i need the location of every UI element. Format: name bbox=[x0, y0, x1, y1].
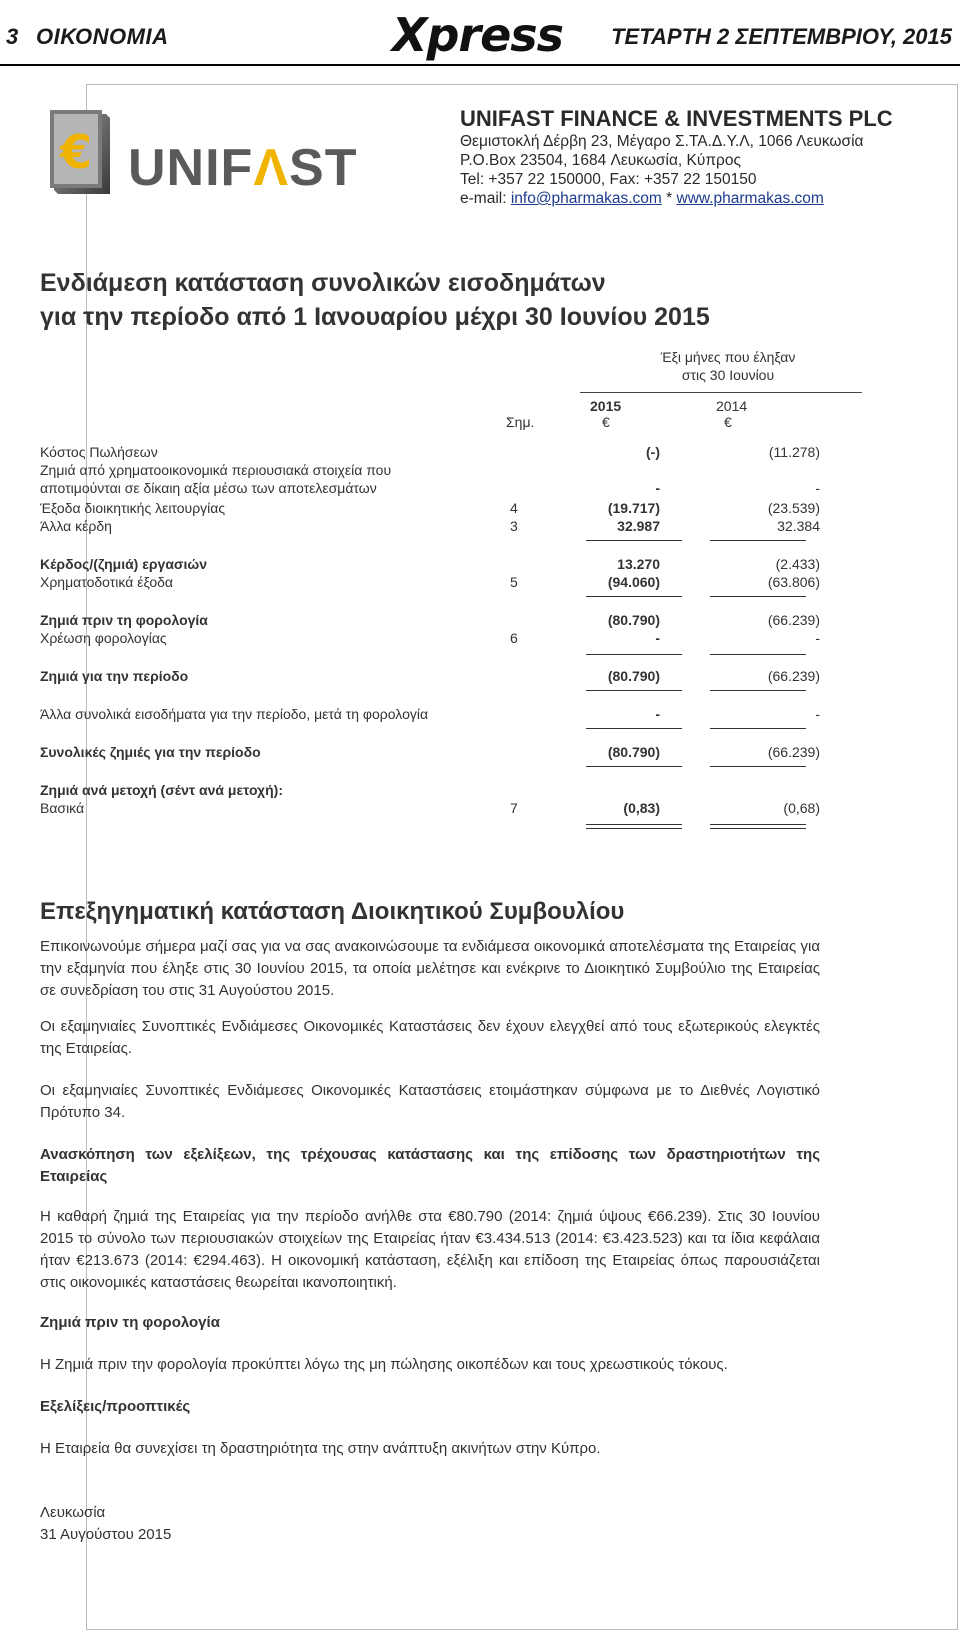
company-logo-text: UNIFΛST bbox=[128, 139, 358, 197]
statement-row bbox=[40, 706, 820, 724]
subtotal-rule bbox=[710, 540, 806, 541]
svg-text:€: € bbox=[59, 125, 93, 179]
issue-date: ΤΕΤΑΡΤΗ 2 ΣΕΠΤΕΜΒΡΙΟΥ, 2015 bbox=[611, 24, 952, 49]
subtotal-rule bbox=[586, 828, 682, 829]
board-paragraph-5: Η Ζημιά πριν την φορολογία προκύπτει λόγω της μη πώλησης οικοπέδων και τους χρεωστικούς τόκους. bbox=[40, 1356, 728, 1373]
row-value-2014: - bbox=[815, 630, 820, 646]
row-label: Συνολικές ζημιές για την περίοδο bbox=[40, 744, 261, 760]
subtotal-rule bbox=[586, 728, 682, 729]
row-value-2015: (0,83) bbox=[623, 800, 660, 816]
page-number: 3 bbox=[6, 24, 19, 49]
row-label: Ζημιά πριν τη φορολογία bbox=[40, 612, 208, 628]
subtotal-rule bbox=[586, 824, 682, 825]
newspaper-header bbox=[0, 0, 960, 66]
subtotal-rule bbox=[586, 654, 682, 655]
company-logo bbox=[44, 110, 358, 210]
signature-place: Λευκωσία bbox=[40, 1504, 106, 1521]
row-value-2015: (80.790) bbox=[607, 612, 660, 628]
header-rule bbox=[580, 392, 862, 393]
subtotal-rule bbox=[586, 766, 682, 767]
statement-row bbox=[40, 500, 820, 518]
section-name: ΟΙΚΟΝΟΜΙΑ bbox=[36, 24, 169, 49]
subtotal-rule bbox=[710, 824, 806, 825]
website-link[interactable]: www.pharmakas.com bbox=[676, 190, 824, 207]
company-address-line1: Θεμιστοκλή Δέρβη 23, Μέγαρο Σ.ΤΑ.Δ.Υ.Λ, 1066 Λευκωσία bbox=[460, 133, 864, 150]
statement-title-line2: για την περίοδο από 1 Ιανουαρίου μέχρι 30 Ιουνίου 2015 bbox=[40, 303, 710, 331]
newspaper-logo: Xpress bbox=[392, 8, 564, 62]
company-address-line2: P.O.Box 23504, 1684 Λευκωσία, Κύπρος bbox=[460, 152, 741, 169]
company-info bbox=[460, 106, 940, 208]
outlook-heading: Εξελίξεις/προοπτικές bbox=[40, 1398, 191, 1415]
euro-logo-icon bbox=[44, 110, 116, 198]
row-label: Χρηματοδοτικά έξοδα bbox=[40, 574, 174, 590]
row-value-2014: (2.433) bbox=[775, 556, 820, 572]
row-value-2015: - bbox=[655, 706, 660, 722]
company-phones: Tel: +357 22 150000, Fax: +357 22 150150 bbox=[460, 171, 757, 188]
currency-2015: € bbox=[602, 414, 610, 430]
row-label: Ζημιά για την περίοδο bbox=[40, 668, 189, 684]
company-name: UNIFAST FINANCE & INVESTMENTS PLC bbox=[460, 106, 893, 131]
statement-row bbox=[40, 800, 820, 818]
board-paragraph-3: Οι εξαμηνιαίες Συνοπτικές Ενδιάμεσες Οικονομικές Καταστάσεις ετοιμάστηκαν σύμφωνα με το Διεθνές Λογιστικό Πρότυπο 34. bbox=[40, 1082, 820, 1121]
signature-date: 31 Αυγούστου 2015 bbox=[40, 1526, 172, 1543]
note-header: Σημ. bbox=[506, 414, 535, 430]
subtotal-rule bbox=[710, 728, 806, 729]
year-2014-header: 2014 bbox=[716, 398, 748, 414]
statement-row bbox=[40, 782, 820, 800]
row-value-2015: (80.790) bbox=[607, 668, 660, 684]
board-paragraph-1: Επικοινωνούμε σήμερα μαζί σας για να σας ανακοινώσουμε τα ενδιάμεσα οικονομικά αποτελέσματα της Εταιρείας για την εξαμηνία που έληξε στις 30 Ιουνίου 2015, τα οποία μελέτησε και ενέκρινε το Διοικητικό Συμβούλιο της Εταιρείας σε συνεδρίαση του στις 31 Αυγούστου 2015. bbox=[40, 938, 820, 999]
row-label: Έξοδα διοικητικής λειτουργίας bbox=[40, 500, 226, 516]
row-value-2014: (66.239) bbox=[767, 744, 820, 760]
row-label: Ζημιά από χρηματοοικονομικά περιουσιακά στοιχεία που bbox=[40, 462, 392, 478]
board-paragraph-2: Οι εξαμηνιαίες Συνοπτικές Ενδιάμεσες Οικονομικές Καταστάσεις δεν έχουν ελεγχθεί από τους εξωτερικούς ελεγκτές της Εταιρείας. bbox=[40, 1018, 820, 1057]
statement-title bbox=[40, 266, 710, 334]
row-value-2015: - bbox=[655, 630, 660, 646]
email-link[interactable]: info@pharmakas.com bbox=[510, 190, 662, 207]
review-heading: Ανασκόπηση των εξελίξεων, της τρέχουσας κατάστασης και της επίδοσης των δραστηριοτήτων της Εταιρείας bbox=[40, 1146, 820, 1185]
row-value-2015: 13.270 bbox=[617, 556, 660, 572]
row-value-2015: (80.790) bbox=[607, 744, 660, 760]
statement-row bbox=[40, 462, 820, 480]
row-label: Κόστος Πωλήσεων bbox=[40, 444, 158, 460]
row-label: Άλλα κέρδη bbox=[40, 518, 112, 534]
board-paragraph-6: Η Εταιρεία θα συνεχίσει τη δραστηριότητα της στην ανάπτυξη ακινήτων στην Κύπρο. bbox=[40, 1440, 601, 1457]
row-value-2014: (63.806) bbox=[767, 574, 820, 590]
row-value-2014: - bbox=[815, 480, 820, 496]
statement-row bbox=[40, 630, 820, 648]
row-value-2014: (66.239) bbox=[767, 612, 820, 628]
row-label: αποτιμούνται σε δίκαιη αξία μέσω των αποτελεσμάτων bbox=[40, 480, 377, 496]
row-value-2015: (19.717) bbox=[607, 500, 660, 516]
row-label: Κέρδος/(ζημιά) εργασιών bbox=[40, 556, 208, 572]
row-note: 5 bbox=[510, 574, 518, 590]
row-note: 3 bbox=[510, 518, 518, 534]
statement-row bbox=[40, 480, 820, 498]
row-value-2014: (23.539) bbox=[767, 500, 820, 516]
statement-row bbox=[40, 612, 820, 630]
statement-row bbox=[40, 444, 820, 462]
row-value-2014: (0,68) bbox=[783, 800, 820, 816]
year-2015-header: 2015 bbox=[590, 398, 622, 414]
statement-row bbox=[40, 668, 820, 686]
row-value-2015: (-) bbox=[646, 444, 660, 460]
subtotal-rule bbox=[586, 596, 682, 597]
company-contact bbox=[460, 189, 940, 208]
subtotal-rule bbox=[710, 690, 806, 691]
period-header: Έξι μήνες που έληξαν στις 30 Ιουνίου bbox=[660, 349, 796, 383]
row-value-2014: (66.239) bbox=[767, 668, 820, 684]
board-paragraph-4: Η καθαρή ζημιά της Εταιρείας για την περίοδο ανήλθε στα €80.790 (2014: ζημιά ύψους €66.239). Στις 30 Ιουνίου 2015 το σύνολο των περιουσιακών στοιχείων της Εταιρείας ήταν €3.434.513 (2014: €3.423.523) και τα ίδια κεφάλαια ήταν €213.673 (2014: €294.463). Η οικονομική κατάσταση, εξέλιξη και επίδοση της Εταιρείας όπως παρουσιάζεται στις οικονομικές καταστάσεις θεωρείται ικανοποιητική. bbox=[40, 1208, 820, 1291]
statement-row bbox=[40, 574, 820, 592]
statement-row bbox=[40, 744, 820, 762]
row-value-2015: 32.987 bbox=[617, 518, 660, 534]
contact-separator: * bbox=[666, 190, 673, 207]
subtotal-rule bbox=[710, 654, 806, 655]
statement-row bbox=[40, 518, 820, 536]
row-value-2014: 32.384 bbox=[777, 518, 820, 534]
row-note: 4 bbox=[510, 500, 518, 516]
board-statement-title: Επεξηγηματική κατάσταση Διοικητικού Συμβουλίου bbox=[40, 898, 625, 925]
statement-row bbox=[40, 556, 820, 574]
row-note: 6 bbox=[510, 630, 518, 646]
row-value-2015: - bbox=[655, 480, 660, 496]
currency-2014: € bbox=[724, 414, 732, 430]
email-label: e-mail: bbox=[460, 190, 507, 207]
row-label: Χρέωση φορολογίας bbox=[40, 630, 167, 646]
statement-title-line1: Ενδιάμεση κατάσταση συνολικών εισοδημάτων bbox=[40, 269, 606, 297]
row-label: Ζημιά ανά μετοχή (σέντ ανά μετοχή): bbox=[40, 782, 283, 798]
subtotal-rule bbox=[586, 690, 682, 691]
subtotal-rule bbox=[710, 766, 806, 767]
row-note: 7 bbox=[510, 800, 518, 816]
loss-heading: Ζημιά πριν τη φορολογία bbox=[40, 1314, 220, 1331]
row-value-2014: (11.278) bbox=[768, 444, 820, 460]
row-value-2015: (94.060) bbox=[607, 574, 660, 590]
subtotal-rule bbox=[586, 540, 682, 541]
row-label: Άλλα συνολικά εισοδήματα για την περίοδο, μετά τη φορολογία bbox=[40, 706, 429, 722]
subtotal-rule bbox=[710, 596, 806, 597]
subtotal-rule bbox=[710, 828, 806, 829]
row-value-2014: - bbox=[815, 706, 820, 722]
row-label: Βασικά bbox=[40, 800, 85, 816]
